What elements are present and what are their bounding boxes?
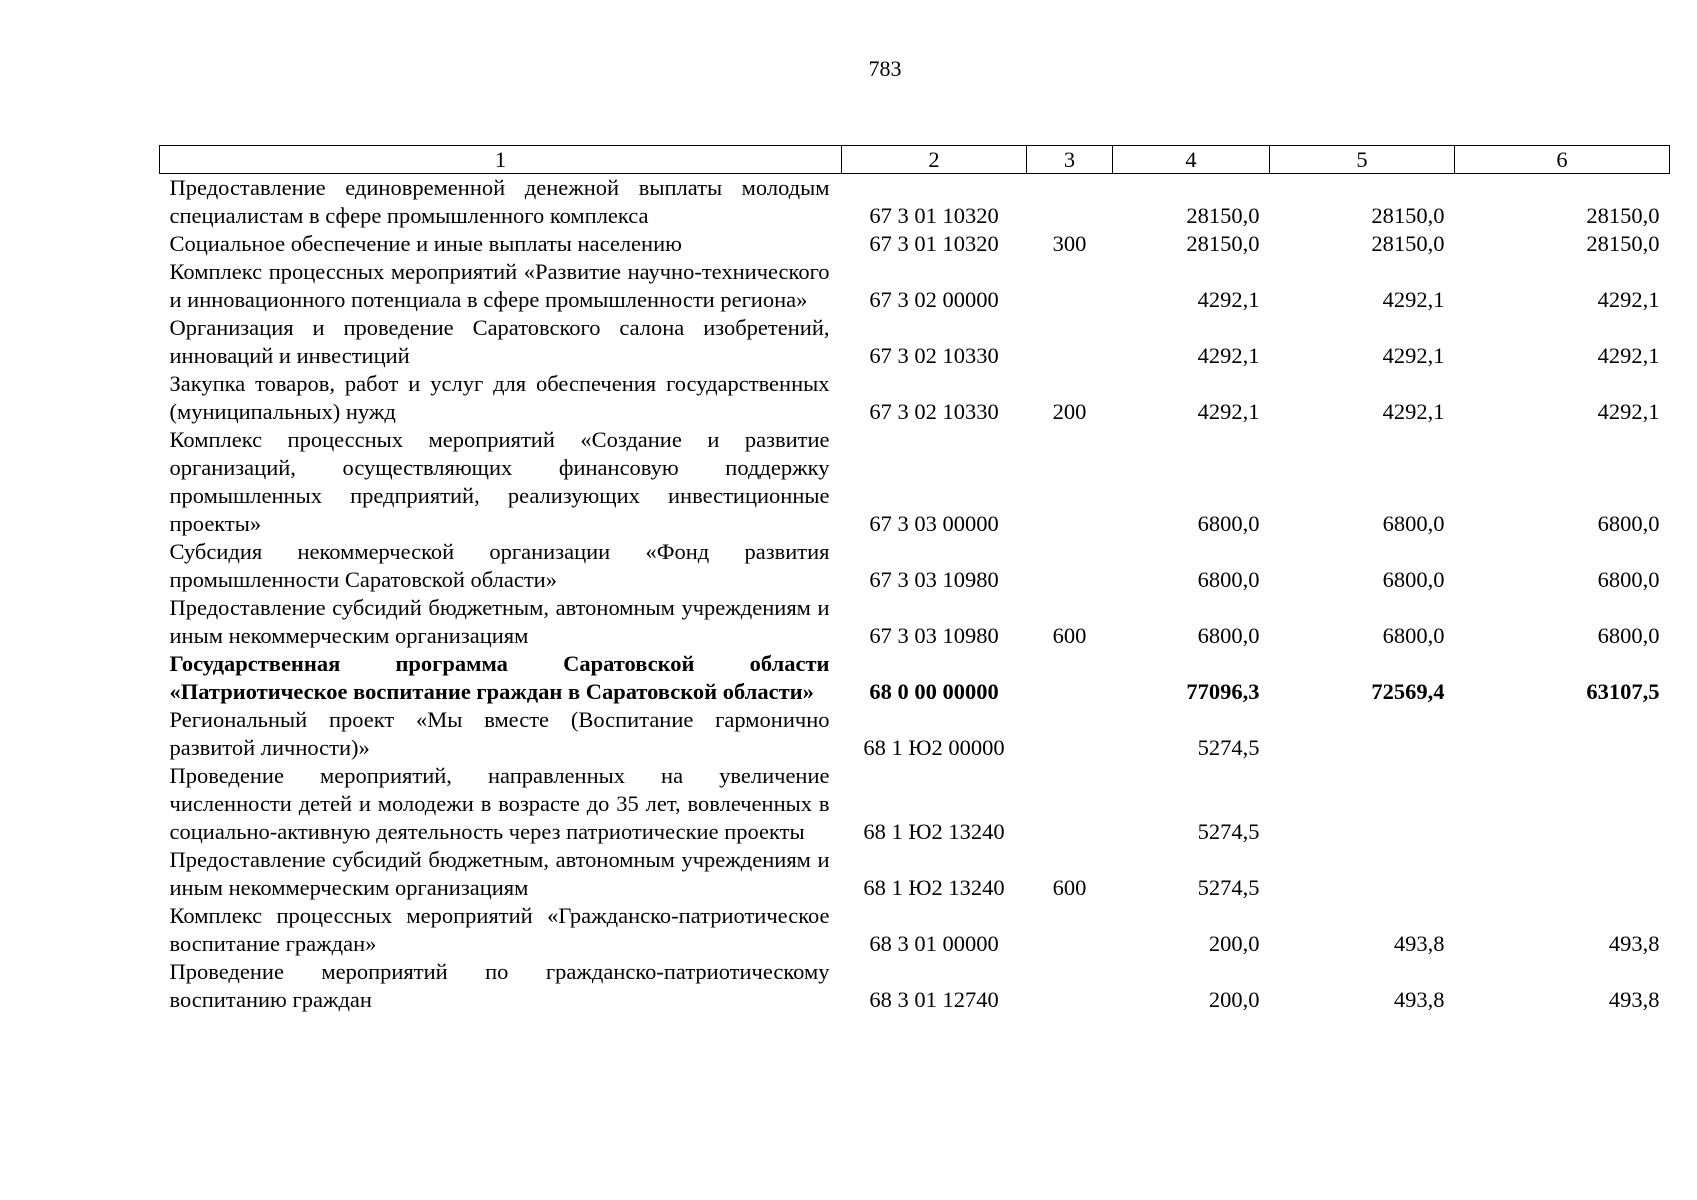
row-code: 68 3 01 00000 (869, 931, 999, 956)
row-value-col5: 493,8 (1393, 931, 1445, 956)
row-value-col6: 4292,1 (1597, 287, 1660, 312)
row-expense-type (1027, 174, 1113, 231)
row-value-col5: 28150,0 (1371, 203, 1445, 228)
table-row (160, 762, 1670, 846)
budget-table (159, 145, 1670, 1014)
row-code: 67 3 01 10320 (869, 203, 999, 228)
row-value-col5 (1270, 846, 1455, 902)
table-header (160, 146, 1670, 174)
row-value-col4: 77096,3 (1186, 679, 1260, 704)
row-value-col6 (1455, 762, 1670, 846)
row-value-col4: 4292,1 (1197, 343, 1260, 368)
table-body (160, 174, 1670, 1015)
row-value-col4: 6800,0 (1197, 567, 1260, 592)
row-expense-type: 200 (1052, 399, 1087, 424)
row-expense-type: 600 (1052, 623, 1087, 648)
row-expense-type (1027, 426, 1113, 538)
row-value-col4: 4292,1 (1197, 399, 1260, 424)
row-name: Организация и проведение Саратовского салона изобретений, инноваций и инвестиций (169, 315, 830, 368)
row-expense-type (1027, 958, 1113, 1014)
table-row (160, 314, 1670, 370)
header-row (160, 146, 1670, 174)
row-expense-type (1027, 258, 1113, 314)
row-value-col4: 28150,0 (1186, 203, 1260, 228)
row-code: 68 1 Ю2 00000 (863, 735, 1005, 760)
row-expense-type: 300 (1052, 231, 1087, 256)
page-number: 783 (868, 56, 902, 81)
row-expense-type (1027, 706, 1113, 762)
row-name: Предоставление субсидий бюджетным, автономным учреждениям и иным некоммерческим организациям (169, 595, 830, 648)
row-value-col6 (1455, 706, 1670, 762)
row-code: 67 3 02 10330 (869, 343, 999, 368)
row-name: Проведение мероприятий по гражданско-патриотическому воспитанию граждан (169, 959, 830, 1012)
row-value-col5: 4292,1 (1382, 399, 1445, 424)
row-value-col6 (1455, 846, 1670, 902)
row-value-col5: 6800,0 (1382, 511, 1445, 536)
header-col-3: 3 (1027, 146, 1113, 174)
row-code: 67 3 03 00000 (869, 511, 999, 536)
row-name: Комплекс процессных мероприятий «Развитие научно-технического и инновационного потенциала в сфере промышленности региона» (169, 259, 830, 312)
row-expense-type (1027, 650, 1113, 706)
row-value-col5: 28150,0 (1371, 231, 1445, 256)
row-value-col4: 200,0 (1208, 931, 1260, 956)
row-code: 68 3 01 12740 (869, 987, 999, 1012)
table-row (160, 230, 1670, 258)
row-name: Предоставление единовременной денежной выплаты молодым специалистам в сфере промышленного комплекса (169, 175, 830, 228)
row-value-col4: 5274,5 (1197, 875, 1260, 900)
row-value-col6: 4292,1 (1597, 343, 1660, 368)
table-row (160, 426, 1670, 538)
row-name: Социальное обеспечение и иные выплаты населению (169, 231, 682, 256)
row-value-col6: 6800,0 (1597, 567, 1660, 592)
row-value-col5 (1270, 762, 1455, 846)
row-expense-type (1027, 902, 1113, 958)
header-col-2: 2 (842, 146, 1027, 174)
row-value-col5: 4292,1 (1382, 287, 1445, 312)
table-row (160, 902, 1670, 958)
table-row (160, 538, 1670, 594)
row-name: Комплекс процессных мероприятий «Гражданско-патриотическое воспитание граждан» (169, 903, 830, 956)
row-value-col6: 28150,0 (1586, 203, 1660, 228)
row-value-col4: 6800,0 (1197, 511, 1260, 536)
row-expense-type (1027, 538, 1113, 594)
row-code: 68 1 Ю2 13240 (863, 819, 1005, 844)
row-name: Предоставление субсидий бюджетным, автономным учреждениям и иным некоммерческим организациям (169, 847, 830, 900)
table-row (160, 594, 1670, 650)
row-code: 67 3 03 10980 (869, 623, 999, 648)
table-row (160, 370, 1670, 426)
row-value-col5: 6800,0 (1382, 567, 1445, 592)
row-value-col6: 493,8 (1608, 931, 1660, 956)
row-value-col4: 200,0 (1208, 987, 1260, 1012)
row-code: 67 3 02 10330 (869, 399, 999, 424)
row-expense-type (1027, 314, 1113, 370)
row-name: Субсидия некоммерческой организации «Фонд развития промышленности Саратовской области» (169, 539, 830, 592)
row-value-col4: 5274,5 (1197, 735, 1260, 760)
row-name: Региональный проект «Мы вместе (Воспитание гармонично развитой личности)» (169, 707, 830, 760)
row-value-col4: 6800,0 (1197, 623, 1260, 648)
row-value-col4: 4292,1 (1197, 287, 1260, 312)
row-value-col5: 6800,0 (1382, 623, 1445, 648)
row-expense-type: 600 (1052, 875, 1087, 900)
row-name: Комплекс процессных мероприятий «Создание и развитие организаций, осуществляющих финансовую поддержку промышленных предприятий, реализующих инвестиционные проекты» (169, 427, 830, 536)
header-col-6: 6 (1455, 146, 1670, 174)
row-name: Проведение мероприятий, направленных на увеличение численности детей и молодежи в возрасте до 35 лет, вовлеченных в социально-активную деятельность через патриотические проекты (169, 763, 830, 844)
header-col-1: 1 (160, 146, 842, 174)
row-code: 68 1 Ю2 13240 (863, 875, 1005, 900)
row-code: 67 3 03 10980 (869, 567, 999, 592)
table-row (160, 706, 1670, 762)
row-value-col6: 6800,0 (1597, 623, 1660, 648)
table-row (160, 958, 1670, 1014)
row-value-col6: 493,8 (1608, 987, 1660, 1012)
table-row (160, 174, 1670, 231)
row-code: 67 3 02 00000 (869, 287, 999, 312)
row-expense-type (1027, 762, 1113, 846)
table-row (160, 846, 1670, 902)
row-value-col4: 28150,0 (1186, 231, 1260, 256)
header-col-5: 5 (1270, 146, 1455, 174)
row-value-col5 (1270, 706, 1455, 762)
header-col-4: 4 (1113, 146, 1270, 174)
row-name: Закупка товаров, работ и услуг для обеспечения государственных (муниципальных) нужд (169, 371, 830, 424)
row-value-col5: 493,8 (1393, 987, 1445, 1012)
row-code: 67 3 01 10320 (869, 231, 999, 256)
table-row (160, 650, 1670, 706)
row-value-col6: 6800,0 (1597, 511, 1660, 536)
row-value-col5: 4292,1 (1382, 343, 1445, 368)
row-code: 68 0 00 00000 (869, 679, 999, 704)
row-name: Государственная программа Саратовской области «Патриотическое воспитание граждан в Саратовской области» (169, 651, 830, 704)
row-value-col4: 5274,5 (1197, 819, 1260, 844)
row-value-col5: 72569,4 (1371, 679, 1445, 704)
row-value-col6: 63107,5 (1586, 679, 1660, 704)
table-row (160, 258, 1670, 314)
row-value-col6: 28150,0 (1586, 231, 1660, 256)
row-value-col6: 4292,1 (1597, 399, 1660, 424)
